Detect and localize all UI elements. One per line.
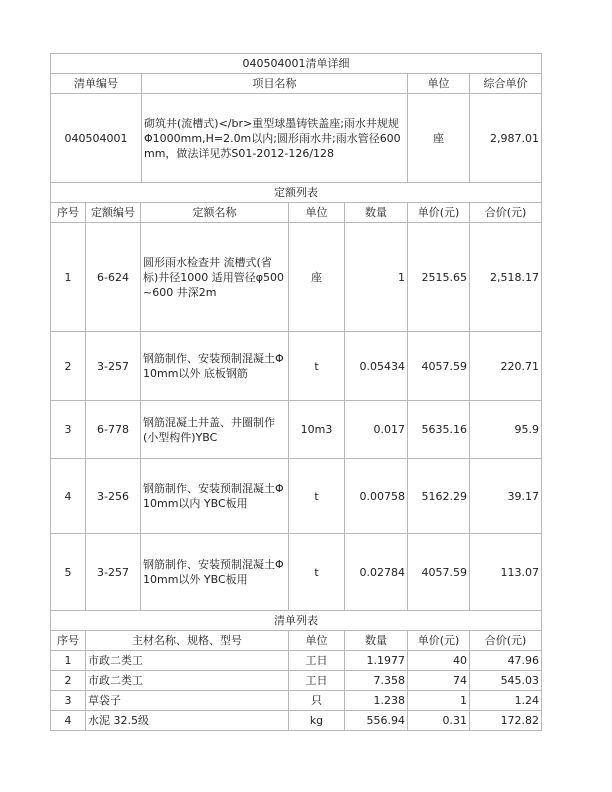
material-no: 2 xyxy=(51,671,86,691)
materials-header-name: 主材名称、规格、型号 xyxy=(86,631,289,651)
materials-header-price: 单价(元) xyxy=(408,631,470,651)
quota-qty: 1 xyxy=(345,223,408,332)
quota-header-price: 单价(元) xyxy=(408,203,470,223)
table-row xyxy=(51,459,542,534)
materials-section-title: 清单列表 xyxy=(51,611,542,631)
quota-unit: t xyxy=(289,332,345,401)
quota-total: 39.17 xyxy=(470,459,542,534)
quota-header-no: 序号 xyxy=(51,203,86,223)
materials-header-no: 序号 xyxy=(51,631,86,651)
quota-code: 6-778 xyxy=(86,401,141,459)
quota-price: 4057.59 xyxy=(408,332,470,401)
item-price: 2,987.01 xyxy=(470,94,542,183)
quota-name: 钢筋制作、安装预制混凝土Φ10mm以外 YBC板用 xyxy=(141,534,289,611)
material-unit: 工日 xyxy=(289,651,345,671)
material-price: 0.31 xyxy=(408,711,470,731)
quota-no: 1 xyxy=(51,223,86,332)
materials-table xyxy=(50,610,542,731)
col-header-code: 清单编号 xyxy=(51,74,142,94)
quota-section-title: 定额列表 xyxy=(51,183,542,203)
material-total: 47.96 xyxy=(470,651,542,671)
material-name: 草袋子 xyxy=(86,691,289,711)
table-row xyxy=(51,332,542,401)
quota-qty: 0.02784 xyxy=(345,534,408,611)
material-qty: 7.358 xyxy=(345,671,408,691)
table-row xyxy=(51,711,542,731)
table-row xyxy=(51,223,542,332)
item-name: 砌筑井(流槽式)</br>重型球墨铸铁盖座;雨水井规规Φ1000mm,H=2.0m以内;圆形雨水井;雨水管径600mm，做法详见苏S01-2012-126/128 xyxy=(142,94,408,183)
quota-table xyxy=(50,182,542,611)
material-total: 545.03 xyxy=(470,671,542,691)
quota-no: 5 xyxy=(51,534,86,611)
quota-code: 3-257 xyxy=(86,534,141,611)
quota-header-total: 合价(元) xyxy=(470,203,542,223)
page-title: 040504001清单详细 xyxy=(51,54,542,74)
material-no: 4 xyxy=(51,711,86,731)
material-unit: 工日 xyxy=(289,671,345,691)
table-row xyxy=(51,691,542,711)
materials-header-qty: 数量 xyxy=(345,631,408,651)
material-price: 1 xyxy=(408,691,470,711)
material-no: 3 xyxy=(51,691,86,711)
table-row xyxy=(51,651,542,671)
quota-unit: t xyxy=(289,459,345,534)
material-name: 市政二类工 xyxy=(86,671,289,691)
quota-no: 2 xyxy=(51,332,86,401)
material-price: 74 xyxy=(408,671,470,691)
quota-header-qty: 数量 xyxy=(345,203,408,223)
material-qty: 556.94 xyxy=(345,711,408,731)
quota-total: 220.71 xyxy=(470,332,542,401)
item-code: 040504001 xyxy=(51,94,142,183)
material-total: 1.24 xyxy=(470,691,542,711)
quota-qty: 0.017 xyxy=(345,401,408,459)
material-qty: 1.238 xyxy=(345,691,408,711)
material-price: 40 xyxy=(408,651,470,671)
col-header-unit: 单位 xyxy=(408,74,470,94)
quota-name: 钢筋制作、安装预制混凝土Φ10mm以外 底板钢筋 xyxy=(141,332,289,401)
quota-price: 2515.65 xyxy=(408,223,470,332)
material-name: 水泥 32.5级 xyxy=(86,711,289,731)
material-name: 市政二类工 xyxy=(86,651,289,671)
material-no: 1 xyxy=(51,651,86,671)
quota-unit: 座 xyxy=(289,223,345,332)
material-qty: 1.1977 xyxy=(345,651,408,671)
table-row xyxy=(51,534,542,611)
quota-qty: 0.00758 xyxy=(345,459,408,534)
quota-header-code: 定额编号 xyxy=(86,203,141,223)
quota-total: 2,518.17 xyxy=(470,223,542,332)
col-header-name: 项目名称 xyxy=(142,74,408,94)
item-unit: 座 xyxy=(408,94,470,183)
quota-code: 6-624 xyxy=(86,223,141,332)
col-header-price: 综合单价 xyxy=(470,74,542,94)
quota-header-unit: 单位 xyxy=(289,203,345,223)
material-unit: kg xyxy=(289,711,345,731)
table-row xyxy=(51,671,542,691)
quota-price: 5162.29 xyxy=(408,459,470,534)
quota-header-name: 定额名称 xyxy=(141,203,289,223)
quota-name: 圆形雨水检查井 流槽式(省标)井径1000 适用管径φ500~600 井深2m xyxy=(141,223,289,332)
material-total: 172.82 xyxy=(470,711,542,731)
item-summary-table xyxy=(50,53,542,183)
quota-name: 钢筋制作、安装预制混凝土Φ10mm以内 YBC板用 xyxy=(141,459,289,534)
quota-code: 3-257 xyxy=(86,332,141,401)
quota-price: 4057.59 xyxy=(408,534,470,611)
quota-price: 5635.16 xyxy=(408,401,470,459)
quota-code: 3-256 xyxy=(86,459,141,534)
quota-unit: 10m3 xyxy=(289,401,345,459)
quota-total: 95.9 xyxy=(470,401,542,459)
quota-total: 113.07 xyxy=(470,534,542,611)
quota-no: 4 xyxy=(51,459,86,534)
material-unit: 只 xyxy=(289,691,345,711)
materials-header-unit: 单位 xyxy=(289,631,345,651)
quota-no: 3 xyxy=(51,401,86,459)
table-row xyxy=(51,401,542,459)
quota-unit: t xyxy=(289,534,345,611)
quota-qty: 0.05434 xyxy=(345,332,408,401)
quota-name: 钢筋混凝土井盖、井圈制作(小型构件)YBC xyxy=(141,401,289,459)
materials-header-total: 合价(元) xyxy=(470,631,542,651)
